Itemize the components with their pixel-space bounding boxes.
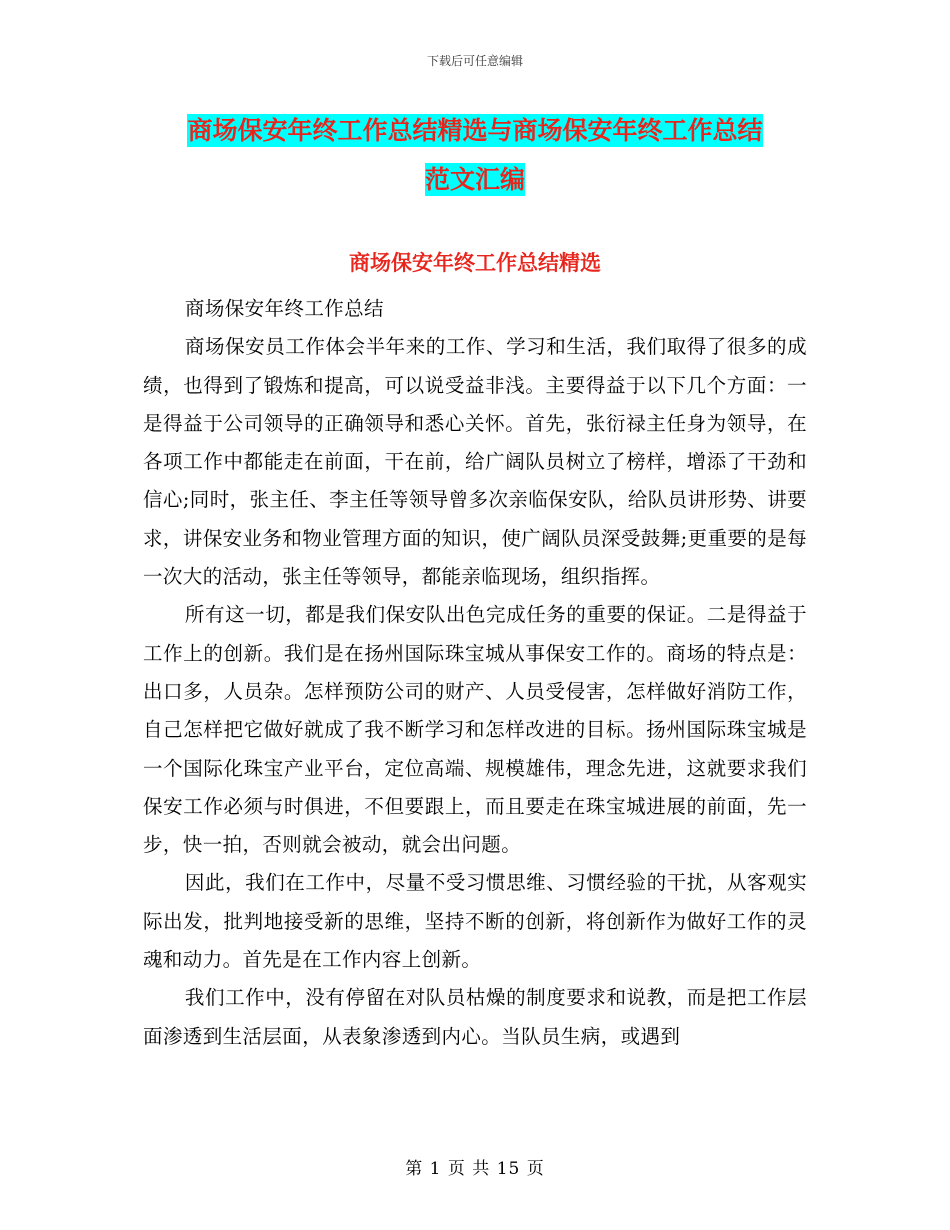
header-note: 下载后可任意编辑: [426, 54, 523, 68]
paragraph: 因此，我们在工作中，尽量不受习惯思维、习惯经验的干扰，从客观实际出发，批判地接受新的思维，坚持不断的创新，将创新作为做好工作的灵魂和动力。首先是在工作内容上创新。: [143, 871, 807, 972]
section-title: 商场保安年终工作总结精选: [349, 251, 601, 275]
paragraph: 商场保安年终工作总结: [184, 297, 384, 320]
document-title-line2: 范文汇编: [424, 165, 525, 194]
page-number-footer: 第 1 页 共 15 页: [405, 1159, 545, 1179]
document-title-line1: 商场保安年终工作总结精选与商场保安年终工作总结: [187, 116, 763, 145]
paragraph: 商场保安员工作体会半年来的工作、学习和生活，我们取得了很多的成绩，也得到了锻炼和提高，可以说受益非浅。主要得益于以下几个方面：一是得益于公司领导的正确领导和悉心关怀。首先，张衍禄主任身为领导，在各项工作中都能走在前面，干在前，给广阔队员树立了榜样，增添了干劲和信心;同时，张主任、李主任等领导曾多次亲临保安队，给队员讲形势、讲要求，讲保安业务和物业管理方面的知识，使广阔队员深受鼓舞;更重要的是每一次大的活动，张主任等领导，都能亲临现场，组织指挥。: [143, 335, 807, 589]
document-title: [150, 106, 800, 204]
body-text: [143, 290, 807, 1056]
paragraph: 所有这一切，都是我们保安队出色完成任务的重要的保证。二是得益于工作上的创新。我们是在扬州国际珠宝城从事保安工作的。商场的特点是：出口多，人员杂。怎样预防公司的财产、人员受侵害，怎样做好消防工作，自己怎样把它做好就成了我不断学习和怎样改进的目标。扬州国际珠宝城是一个国际化珠宝产业平台，定位高端、规模雄伟，理念先进，这就要求我们保安工作必须与时俱进，不但要跟上，而且要走在珠宝城进展的前面，先一步，快一拍，否则就会被动，就会出问题。: [143, 603, 807, 857]
paragraph: 我们工作中，没有停留在对队员枯燥的制度要求和说教，而是把工作层面渗透到生活层面，从表象渗透到内心。当队员生病，或遇到: [143, 986, 807, 1048]
